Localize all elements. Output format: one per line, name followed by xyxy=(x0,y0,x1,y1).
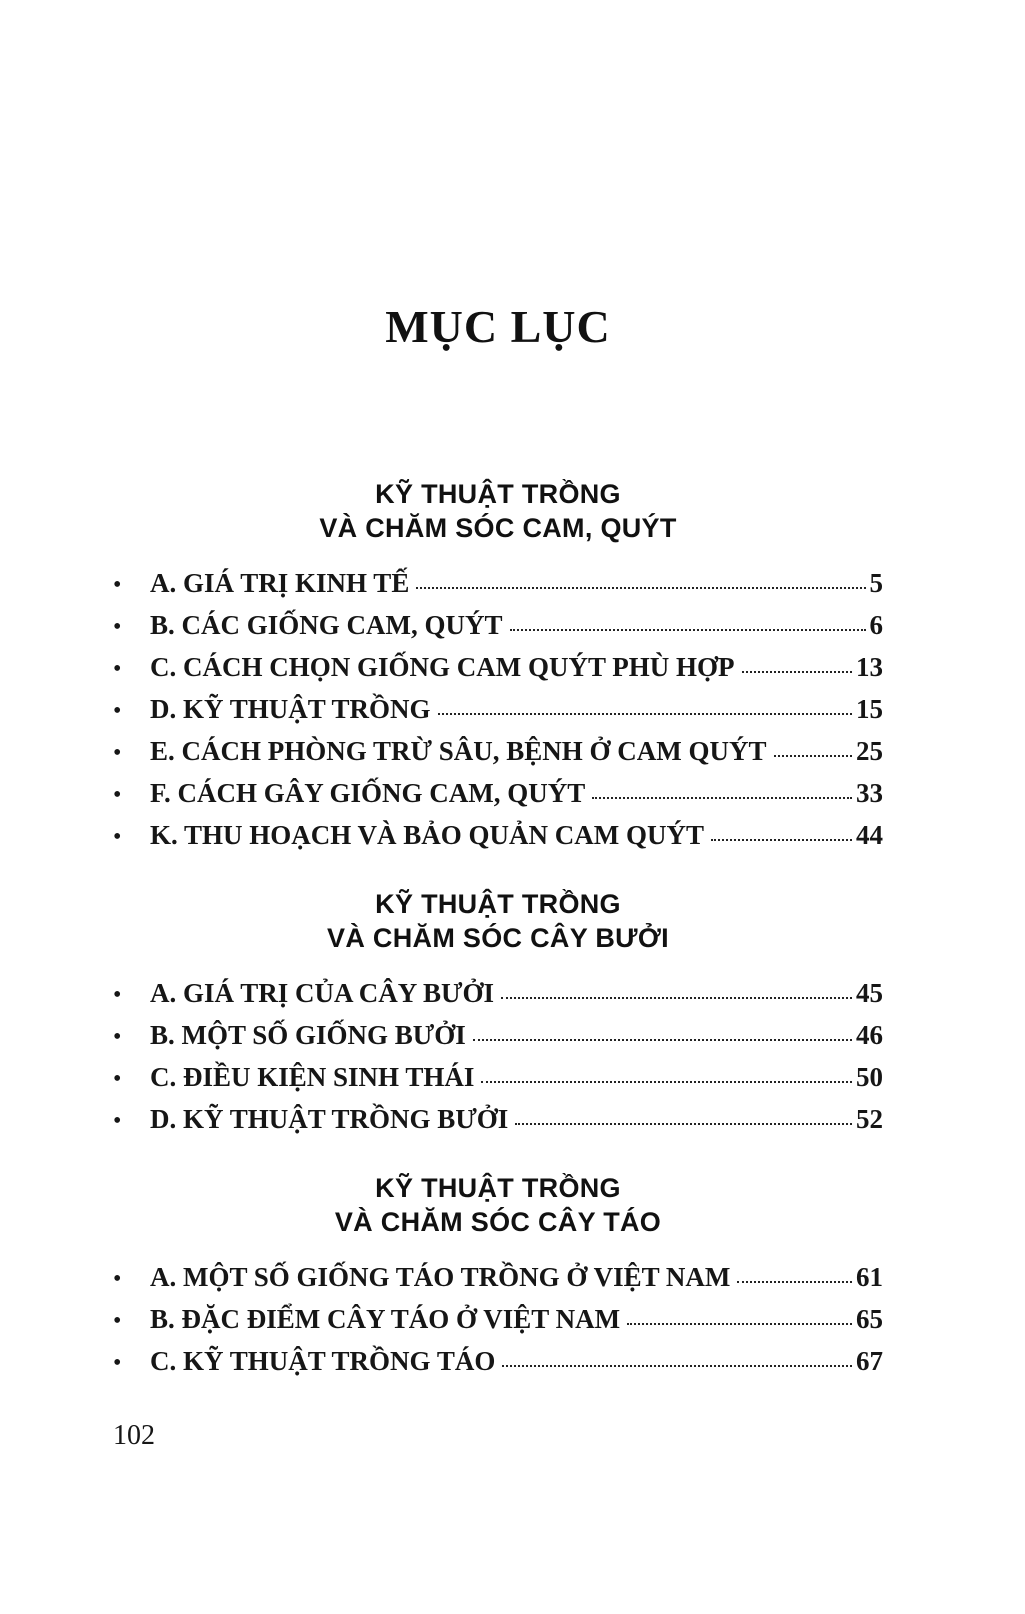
toc-entry-label: C. KỸ THUẬT TRỒNG TÁO xyxy=(150,1346,496,1376)
dot-leader xyxy=(627,1323,852,1325)
toc-section-cam-quyt xyxy=(113,477,883,857)
toc-entry-label: C. CÁCH CHỌN GIỐNG CAM QUÝT PHÙ HỢP xyxy=(150,652,735,682)
toc-entry xyxy=(113,689,883,731)
bullet-icon: • xyxy=(113,982,122,1008)
dot-leader xyxy=(438,713,852,715)
toc-entry-page: 33 xyxy=(856,778,883,808)
toc-entry xyxy=(113,731,883,773)
bullet-icon: • xyxy=(113,1024,122,1050)
toc-entry xyxy=(113,815,883,857)
toc-entry-label: A. GIÁ TRỊ CỦA CÂY BƯỞI xyxy=(150,978,495,1008)
section-heading xyxy=(113,477,883,545)
dot-leader xyxy=(592,797,852,799)
bullet-icon: • xyxy=(113,824,122,850)
toc-entry-page: 61 xyxy=(856,1262,883,1292)
toc-entry-label: B. CÁC GIỐNG CAM, QUÝT xyxy=(150,610,503,640)
bullet-icon: • xyxy=(113,740,122,766)
section-heading-line1: KỸ THUẬT TRỒNG xyxy=(375,1173,621,1203)
dot-leader xyxy=(502,1365,852,1367)
toc-entry-label: C. ĐIỀU KIỆN SINH THÁI xyxy=(150,1062,475,1092)
section-heading-line2: VÀ CHĂM SÓC CAM, QUÝT xyxy=(319,513,677,543)
bullet-icon: • xyxy=(113,572,122,598)
toc-entry-label: B. ĐẶC ĐIỂM CÂY TÁO Ở VIỆT NAM xyxy=(150,1304,621,1334)
page-content xyxy=(113,0,883,1383)
toc-entry-page: 46 xyxy=(856,1020,883,1050)
toc-entry xyxy=(113,647,883,689)
toc-entry-page: 13 xyxy=(856,652,883,682)
dot-leader xyxy=(711,839,852,841)
bullet-icon: • xyxy=(113,656,122,682)
bullet-icon: • xyxy=(113,698,122,724)
section-heading xyxy=(113,887,883,955)
bullet-icon: • xyxy=(113,1108,122,1134)
toc-section-cay-tao xyxy=(113,1171,883,1383)
toc-entry-page: 52 xyxy=(856,1104,883,1134)
dot-leader xyxy=(510,629,866,631)
bullet-icon: • xyxy=(113,1350,122,1376)
toc-entry-page: 25 xyxy=(856,736,883,766)
toc-entry-label: D. KỸ THUẬT TRỒNG xyxy=(150,694,431,724)
bullet-icon: • xyxy=(113,614,122,640)
toc-section-cay-buoi xyxy=(113,887,883,1141)
toc-entry xyxy=(113,563,883,605)
toc-entry-label: B. MỘT SỐ GIỐNG BƯỞI xyxy=(150,1020,466,1050)
toc-entry xyxy=(113,1341,883,1383)
section-heading-line2: VÀ CHĂM SÓC CÂY BƯỞI xyxy=(327,923,669,953)
section-heading-line2: VÀ CHĂM SÓC CÂY TÁO xyxy=(334,1207,662,1237)
toc-entry-page: 67 xyxy=(856,1346,883,1376)
toc-entry xyxy=(113,1299,883,1341)
dot-leader xyxy=(416,587,865,589)
dot-leader xyxy=(742,671,853,673)
toc-entry-label: K. THU HOẠCH VÀ BẢO QUẢN CAM QUÝT xyxy=(150,820,705,850)
page-number: 102 xyxy=(113,1420,155,1451)
dot-leader xyxy=(737,1281,852,1283)
toc-entry-page: 44 xyxy=(856,820,883,850)
toc-entry-label: D. KỸ THUẬT TRỒNG BƯỞI xyxy=(150,1104,509,1134)
toc-entry-label: F. CÁCH GÂY GIỐNG CAM, QUÝT xyxy=(150,778,586,808)
dot-leader xyxy=(501,997,852,999)
toc-entry-page: 50 xyxy=(856,1062,883,1092)
bullet-icon: • xyxy=(113,1066,122,1092)
toc-entry xyxy=(113,1057,883,1099)
toc-entry-label: A. GIÁ TRỊ KINH TẾ xyxy=(150,568,410,598)
section-heading-line1: KỸ THUẬT TRỒNG xyxy=(375,889,621,919)
toc-entry xyxy=(113,973,883,1015)
toc-list xyxy=(113,1257,883,1383)
dot-leader xyxy=(515,1123,852,1125)
section-heading-line1: KỸ THUẬT TRỒNG xyxy=(375,479,621,509)
bullet-icon: • xyxy=(113,1308,122,1334)
toc-entry-page: 45 xyxy=(856,978,883,1008)
toc-entry-page: 6 xyxy=(869,610,883,640)
toc-list xyxy=(113,563,883,857)
toc-entry xyxy=(113,773,883,815)
toc-entry xyxy=(113,605,883,647)
toc-entry-page: 5 xyxy=(869,568,883,598)
toc-entry-page: 65 xyxy=(856,1304,883,1334)
page-title: MỤC LỤC xyxy=(385,301,611,352)
toc-entry-page: 15 xyxy=(856,694,883,724)
section-heading xyxy=(113,1171,883,1239)
bullet-icon: • xyxy=(113,782,122,808)
toc-entry xyxy=(113,1099,883,1141)
dot-leader xyxy=(481,1081,852,1083)
toc-entry-label: A. MỘT SỐ GIỐNG TÁO TRỒNG Ở VIỆT NAM xyxy=(150,1262,731,1292)
dot-leader xyxy=(473,1039,852,1041)
toc-entry xyxy=(113,1257,883,1299)
dot-leader xyxy=(774,755,852,757)
bullet-icon: • xyxy=(113,1266,122,1292)
toc-list xyxy=(113,973,883,1141)
toc-entry-label: E. CÁCH PHÒNG TRỪ SÂU, BỆNH Ở CAM QUÝT xyxy=(150,736,767,766)
toc-entry xyxy=(113,1015,883,1057)
